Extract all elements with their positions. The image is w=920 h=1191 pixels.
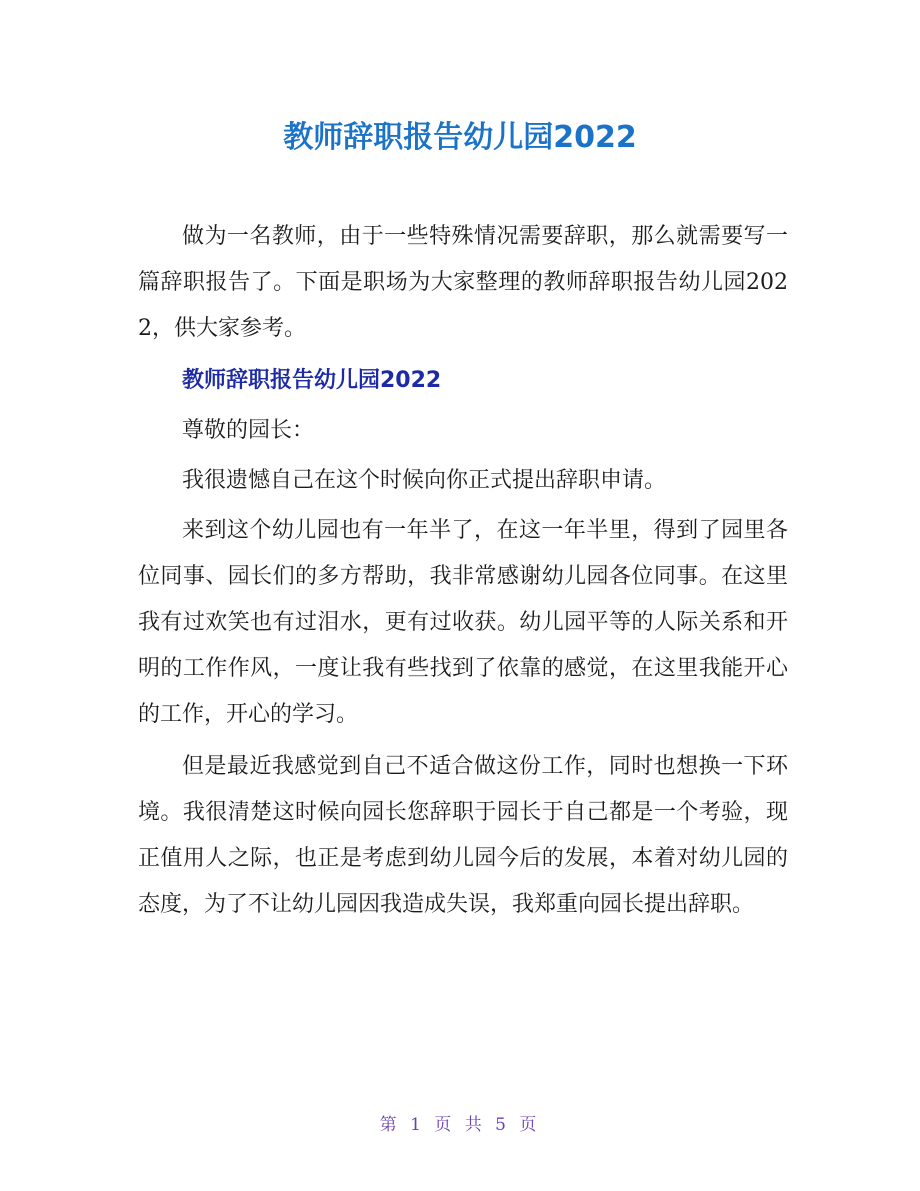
body-paragraph-1: 我很遗憾自己在这个时候向你正式提出辞职申请。 <box>182 468 667 493</box>
page-number-footer: 第 1 页 共 5 页 <box>379 1115 541 1135</box>
body-paragraph-3: 但是最近我感觉到自己不适合做这份工作，同时也想换一下环境。我很清楚这时候向园长您辞职于园长于自己都是一个考验，现正值用人之际，也正是考虑到幼儿园今后的发展，本着对幼儿园的态度，为了不让幼儿园因我造成失误，我郑重向园长提出辞职。 <box>138 754 788 917</box>
document-title: 教师辞职报告幼儿园2022 <box>283 120 637 155</box>
salutation: 尊敬的园长： <box>182 418 315 443</box>
body-paragraph-2: 来到这个幼儿园也有一年半了，在这一年半里，得到了园里各位同事、园长们的多方帮助，我非常感谢幼儿园各位同事。在这里我有过欢笑也有过泪水，更有过收获。幼儿园平等的人际关系和开明的工作作风，一度让我有些找到了依靠的感觉，在这里我能开心的工作，开心的学习。 <box>138 518 788 727</box>
section-heading: 教师辞职报告幼儿园2022 <box>182 368 442 393</box>
intro-paragraph: 做为一名教师，由于一些特殊情况需要辞职，那么就需要写一篇辞职报告了。下面是职场为大家整理的教师辞职报告幼儿园2022，供大家参考。 <box>138 224 788 341</box>
document-body <box>138 214 788 928</box>
